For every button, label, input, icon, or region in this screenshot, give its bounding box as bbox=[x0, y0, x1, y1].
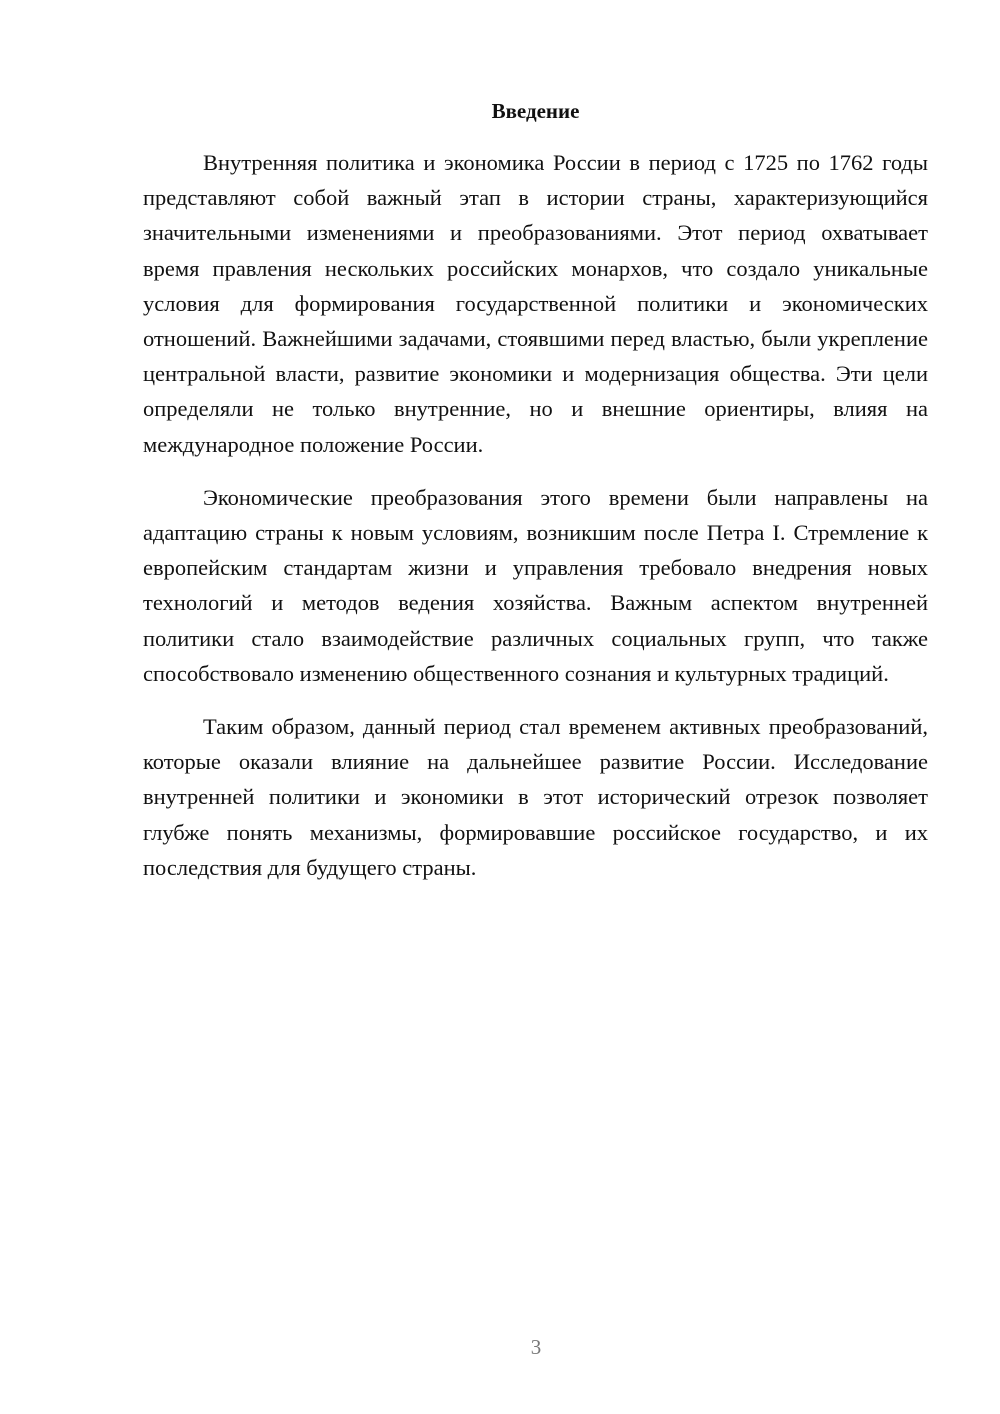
page-number: 3 bbox=[530, 1335, 542, 1359]
section-heading: Введение bbox=[491, 99, 580, 123]
paragraph-2: Экономические преобразования этого времени были направлены на адаптацию страны к новым условиям, возникшим после Петра I. Стремление к европейским стандартам жизни и управления требовало внедрения новых технологий и методов ведения хозяйства. Важным аспектом внутренней политики стало взаимодействие различных социальных групп, что также способствовало изменению общественного сознания и культурных традиций. bbox=[143, 484, 928, 686]
paragraph-3: Таким образом, данный период стал временем активных преобразований, которые оказали влияние на дальнейшее развитие России. Исследование внутренней политики и экономики в этот исторический отрезок позволяет глубже понять механизмы, формировавшие российское государство, и их последствия для будущего страны. bbox=[143, 714, 928, 880]
paragraph-1: Внутренняя политика и экономика России в период с 1725 по 1762 годы представляют собой важный этап в истории страны, характеризующийся значительными изменениями и преобразованиями. Этот период охватывает время правления нескольких российских монархов, что создало уникальные условия для формирования государственной политики и экономических отношений. Важнейшими задачами, стоявшими перед властью, были укрепление центральной власти, развитие экономики и модернизация общества. Эти цели определяли не только внутренние, но и внешние ориентиры, влияя на международное положение России. bbox=[143, 150, 928, 457]
body-text bbox=[143, 145, 928, 885]
